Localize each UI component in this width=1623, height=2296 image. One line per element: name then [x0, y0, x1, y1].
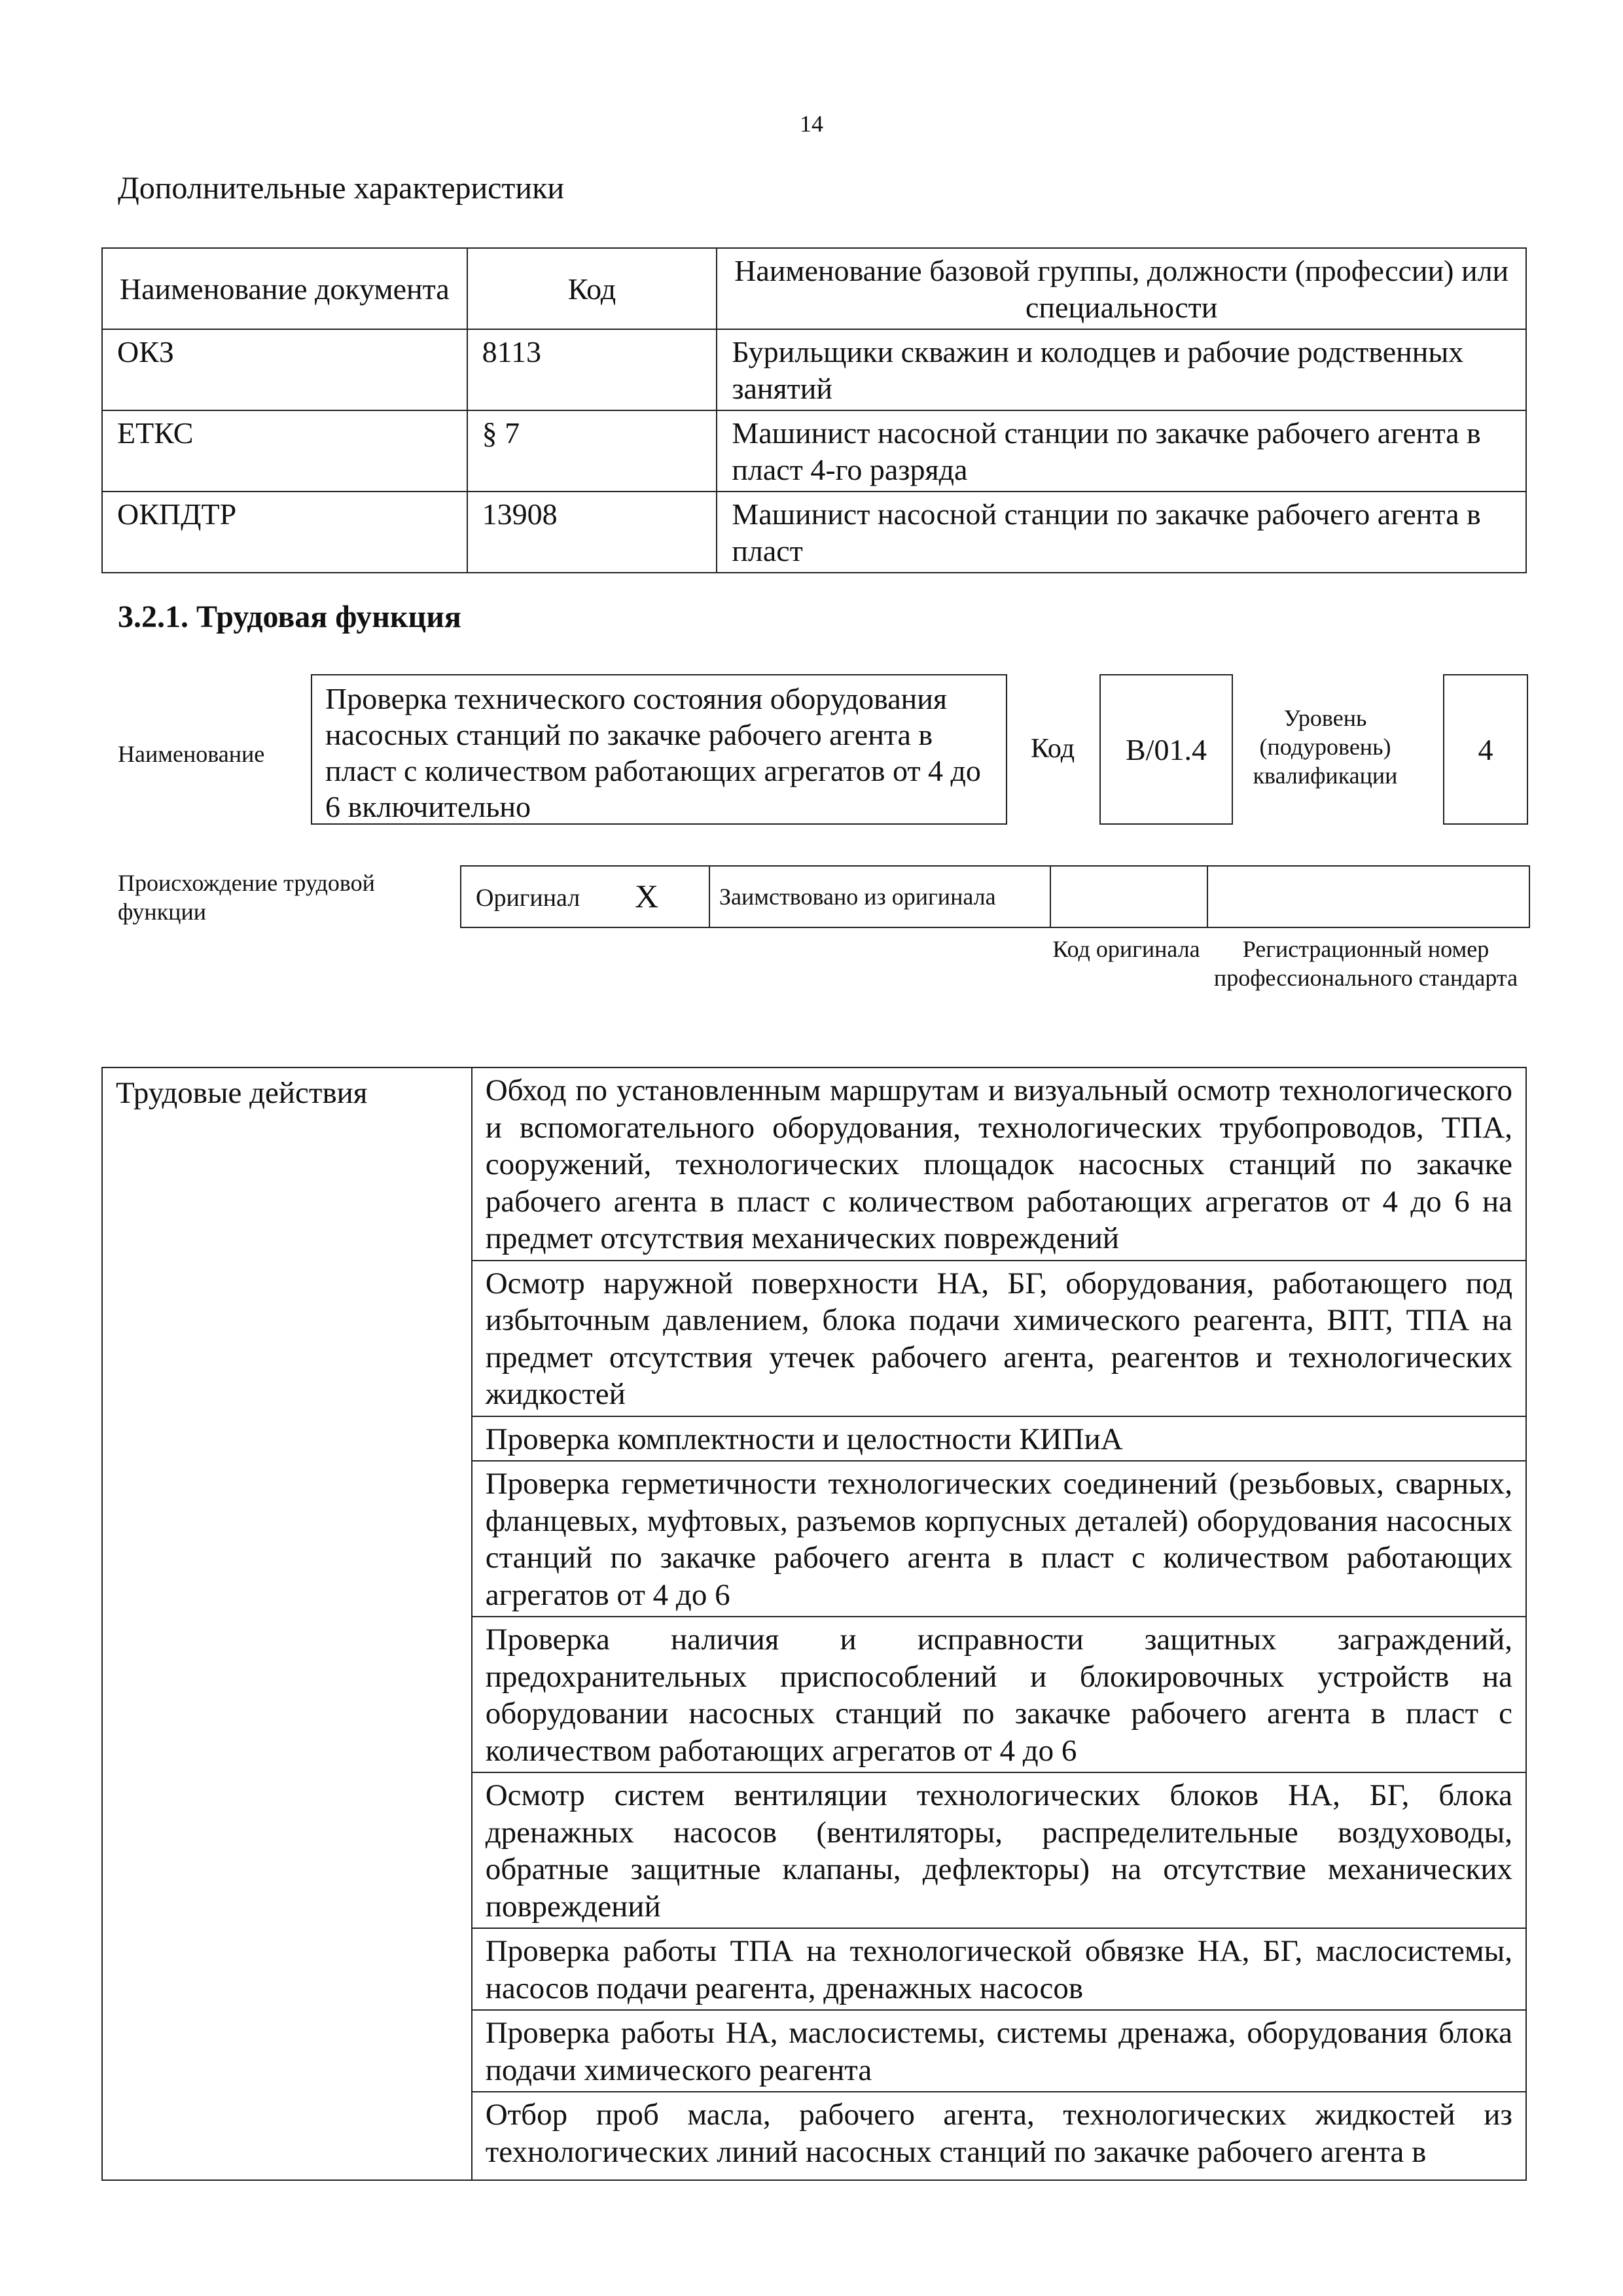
registration-number-cell: [1207, 866, 1529, 927]
qualification-level-label: Уровень (подуровень) квалификации: [1253, 705, 1398, 789]
cell-document: ОКПДТР: [102, 492, 467, 573]
cell-name: Машинист насосной станции по закачке рабочего агента в пласт: [717, 492, 1526, 573]
section-title: Дополнительные характеристики: [118, 171, 565, 206]
cell-code: § 7: [467, 410, 717, 492]
additional-characteristics-table: [101, 247, 1527, 573]
original-mark: X: [635, 878, 659, 914]
table-row: [102, 1067, 1526, 1261]
table-row: [102, 329, 1526, 410]
cell-code: 13908: [467, 492, 717, 573]
function-code-label: Код: [1031, 734, 1075, 764]
origin-original-cell: [461, 866, 709, 927]
header-document: Наименование документа: [102, 248, 467, 329]
qualification-level-value: 4: [1443, 674, 1528, 825]
page-number: 14: [800, 111, 823, 137]
header-code: Код: [467, 248, 717, 329]
action-item: Проверка работы НА, маслосистемы, системы дренажа, оборудования блока подачи химического реагента: [472, 2010, 1526, 2092]
function-code-value: B/01.4: [1099, 674, 1233, 825]
action-item: Осмотр наружной поверхности НА, БГ, оборудования, работающего под избыточным давлением, блока подачи химического реагента, ВПТ, ТПА на предмет отсутствия утечек рабочего агента, реагентов и технологических жидкостей: [472, 1261, 1526, 1416]
cell-name: Бурильщики скважин и колодцев и рабочие родственных занятий: [717, 329, 1526, 410]
action-item: Обход по установленным маршрутам и визуальный осмотр технологического и вспомогательного оборудования, технологических трубопроводов, ТПА, сооружений, технологических площадок насосных станций по закачке рабочего агента в пласт с количеством работающих агрегатов от 4 до 6 на предмет отсутствия механических повреждений: [472, 1067, 1526, 1261]
original-code-cell: [1050, 866, 1207, 927]
original-code-caption: Код оригинала: [1052, 936, 1200, 962]
borrowed-label: Заимствовано из оригинала: [709, 866, 1050, 927]
action-item: Проверка работы ТПА на технологической обвязке НА, БГ, маслосистемы, насосов подачи реагента, дренажных насосов: [472, 1928, 1526, 2010]
table-row: [102, 492, 1526, 573]
function-name-value: Проверка технического состояния оборудования насосных станций по закачке рабочего агента в пласт с количеством работающих агрегатов от 4 до 6 включительно: [325, 682, 981, 823]
cell-document: ЕТКС: [102, 410, 467, 492]
cell-code: 8113: [467, 329, 717, 410]
registration-number-caption: Регистрационный номер профессионального стандарта: [1213, 936, 1518, 991]
origin-label: Происхождение трудовой функции: [118, 870, 375, 925]
original-label: Оригинал: [476, 884, 580, 912]
action-item: Отбор проб масла, рабочего агента, технологических жидкостей из технологических линий насосных станций по закачке рабочего агента в: [472, 2092, 1526, 2180]
action-item: Проверка герметичности технологических соединений (резьбовых, сварных, фланцевых, муфтовых, разъемов корпусных деталей) оборудования насосных станций по закачке рабочего агента в пласт с количеством работающих агрегатов от 4 до 6: [472, 1461, 1526, 1617]
action-item: Проверка наличия и исправности защитных заграждений, предохранительных приспособлений и блокировочных устройств на оборудовании насосных станций по закачке рабочего агента в пласт с количеством работающих агрегатов от 4 до 6: [472, 1617, 1526, 1772]
action-item: Осмотр систем вентиляции технологических блоков НА, БГ, блока дренажных насосов (вентиляторы, распределительные воздуховоды, обратные защитные клапаны, дефлекторы) на отсутствие механических повреждений: [472, 1772, 1526, 1928]
cell-name: Машинист насосной станции по закачке рабочего агента в пласт 4-го разряда: [717, 410, 1526, 492]
labor-actions-table: [101, 1067, 1527, 2181]
function-title: 3.2.1. Трудовая функция: [118, 600, 461, 634]
labor-actions-label: Трудовые действия: [102, 1067, 472, 2180]
function-name-label: Наименование: [118, 741, 265, 767]
function-name-box: [311, 674, 1007, 825]
action-item: Проверка комплектности и целостности КИПиА: [472, 1416, 1526, 1462]
table-row: [102, 410, 1526, 492]
origin-table: [460, 865, 1530, 928]
header-name: Наименование базовой группы, должности (профессии) или специальности: [717, 248, 1526, 329]
origin-row: [461, 866, 1529, 927]
cell-document: ОКЗ: [102, 329, 467, 410]
table-header-row: [102, 248, 1526, 329]
